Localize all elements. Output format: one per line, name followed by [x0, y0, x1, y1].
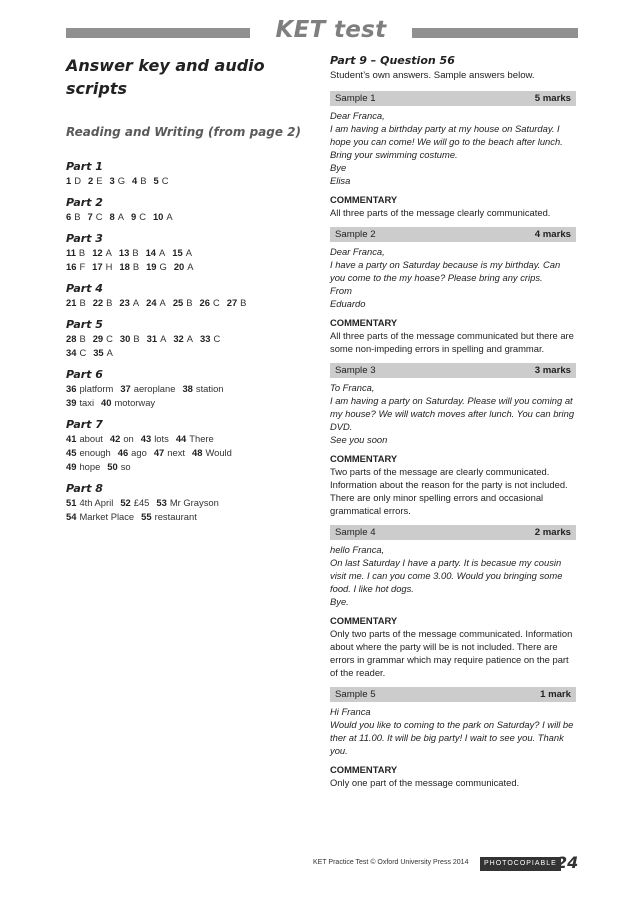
- answer-item: [119, 260, 139, 274]
- answer-item: [146, 246, 166, 260]
- answer-item: [66, 246, 85, 260]
- letter-line: Bye.: [330, 596, 349, 607]
- answer-part: [66, 282, 306, 310]
- answer-number: 25: [172, 297, 184, 308]
- answer-number: 40: [101, 397, 112, 408]
- answer-number: 42: [109, 433, 121, 444]
- answer-number: 31: [146, 333, 158, 344]
- answer-item: [66, 446, 111, 460]
- answer-item: [227, 296, 247, 310]
- answer-value: There: [189, 433, 214, 444]
- answer-value: about: [79, 433, 103, 444]
- sample-header-bar: [330, 525, 576, 540]
- answer-value: taxi: [79, 397, 95, 408]
- question-intro: Student’s own answers. Sample answers below.: [330, 70, 535, 81]
- answer-item: [153, 174, 168, 188]
- sample-marks: 4 marks: [534, 229, 571, 240]
- answer-value: platform: [79, 383, 114, 394]
- answer-number: 41: [66, 433, 77, 444]
- sample-letter: [330, 381, 576, 446]
- answer-value: B: [79, 333, 86, 344]
- commentary-text: All three parts of the message clearly communicated.: [330, 207, 551, 218]
- answer-value: enough: [79, 447, 111, 458]
- samples-list: [330, 91, 576, 789]
- answer-item: [141, 432, 169, 446]
- answer-number: 9: [130, 211, 137, 222]
- header-rule-left: [66, 28, 250, 38]
- answer-number: 24: [146, 297, 157, 308]
- answer-item: [120, 496, 149, 510]
- answer-item: [132, 174, 146, 188]
- answer-item: [66, 210, 80, 224]
- answer-part: [66, 232, 306, 274]
- answer-value: restaurant: [154, 511, 197, 522]
- answer-line: [66, 496, 306, 510]
- answer-value: lots: [154, 433, 169, 444]
- answer-number: 32: [173, 333, 184, 344]
- letter-line: On last Saturday I have a party. It is becasue my cousin visit me. I can you come 3.00. Would you bringing some food. I like hot dogs.: [330, 557, 563, 594]
- answer-line: [66, 510, 306, 524]
- sample-name: Sample 3: [335, 365, 376, 376]
- answer-value: B: [132, 247, 139, 258]
- answer-line: [66, 174, 306, 188]
- answer-line: [66, 260, 306, 274]
- commentary-label: COMMENTARY: [330, 764, 398, 775]
- answer-item: [88, 174, 102, 188]
- answer-item: [66, 496, 113, 510]
- main-title: [66, 54, 306, 100]
- answer-line: [66, 460, 306, 474]
- answer-value: H: [105, 261, 113, 272]
- answer-value: C: [212, 297, 220, 308]
- answer-value: B: [186, 297, 193, 308]
- part-title: Part 3: [66, 232, 103, 245]
- answer-value: G: [159, 261, 167, 272]
- answer-item: [110, 432, 134, 446]
- sample-answer: [330, 363, 576, 517]
- answer-item: [66, 346, 86, 360]
- sample-name: Sample 5: [335, 689, 376, 700]
- answer-value: hope: [79, 461, 101, 472]
- photocopiable-badge: PHOTOCOPIABLE: [480, 857, 561, 871]
- page-number: 24: [556, 853, 579, 872]
- answer-number: 29: [92, 333, 104, 344]
- answer-number: 51: [66, 497, 77, 508]
- answer-part: [66, 196, 306, 224]
- answer-number: 52: [120, 497, 131, 508]
- answer-number: 11: [66, 247, 76, 258]
- letter-line: Would you like to coming to the park on Saturday? I will be ther at 11.00. It will be big party! I wait to see you. Thank you.: [330, 719, 574, 756]
- letter-line: hello Franca,: [330, 544, 385, 555]
- answer-value: so: [120, 461, 131, 472]
- answer-number: 33: [200, 333, 211, 344]
- page-footer: [300, 853, 579, 874]
- main-title-line1: Answer key and audio: [66, 56, 265, 75]
- answer-value: C: [95, 211, 103, 222]
- answer-value: aeroplane: [133, 383, 176, 394]
- answer-value: E: [96, 175, 103, 186]
- answer-item: [141, 510, 197, 524]
- answer-item: [93, 296, 113, 310]
- answer-number: 16: [66, 261, 77, 272]
- commentary-label: COMMENTARY: [330, 194, 398, 205]
- answer-number: 45: [66, 447, 77, 458]
- answer-value: Mr Grayson: [169, 497, 219, 508]
- answer-value: 4th April: [79, 497, 114, 508]
- answer-part: [66, 160, 306, 188]
- answer-item: [118, 446, 147, 460]
- answer-number: 55: [141, 511, 152, 522]
- letter-line: Eduardo: [330, 298, 366, 309]
- answer-number: 12: [92, 247, 103, 258]
- answer-value: on: [123, 433, 134, 444]
- answer-item: [66, 260, 85, 274]
- answer-item: [109, 174, 125, 188]
- answer-line: [66, 346, 306, 360]
- answer-item: [173, 332, 193, 346]
- answer-number: 54: [66, 511, 77, 522]
- answer-number: 21: [66, 297, 77, 308]
- commentary-text: Only one part of the message communicated.: [330, 777, 520, 788]
- parts-list: [66, 160, 306, 524]
- sample-answer: [330, 91, 576, 219]
- answer-item: [182, 382, 223, 396]
- answer-value: Market Place: [79, 511, 135, 522]
- answer-value: D: [74, 175, 81, 186]
- part-title: Part 2: [66, 196, 103, 209]
- sample-answer: [330, 687, 576, 789]
- answer-item: [66, 460, 100, 474]
- answer-item: [131, 210, 146, 224]
- answer-item: [93, 332, 113, 346]
- answer-value: B: [79, 297, 86, 308]
- part-title: Part 4: [66, 282, 103, 295]
- answer-part: [66, 482, 306, 524]
- answer-number: 44: [175, 433, 187, 444]
- letter-line: Elisa: [330, 175, 351, 186]
- answer-value: C: [139, 211, 146, 222]
- sample-name: Sample 2: [335, 229, 376, 240]
- sample-letter: [330, 109, 576, 187]
- answer-line: [66, 446, 306, 460]
- answer-line: [66, 382, 306, 396]
- answer-number: 13: [118, 247, 130, 258]
- commentary-text: Only two parts of the message communicated. Information about where the party will be is not included. There are errors in grammar which may require patience on the part of the reader.: [330, 628, 573, 678]
- part-title: Part 8: [66, 482, 103, 495]
- answer-item: [156, 496, 218, 510]
- answer-value: B: [132, 261, 140, 272]
- answer-item: [153, 210, 173, 224]
- sample-marks: 1 mark: [540, 689, 571, 700]
- answer-value: B: [78, 247, 86, 258]
- answer-value: G: [117, 175, 125, 186]
- commentary-label: COMMENTARY: [330, 317, 398, 328]
- answer-number: 27: [226, 297, 238, 308]
- question-title: Part 9 – Question 56: [330, 54, 455, 67]
- answer-number: 14: [145, 247, 157, 258]
- footer-credit: KET Practice Test © Oxford University Press 2014: [313, 859, 469, 866]
- answer-number: 8: [109, 211, 115, 222]
- answer-line: [66, 332, 306, 346]
- answer-item: [172, 246, 192, 260]
- answer-item: [173, 296, 193, 310]
- answer-value: A: [166, 211, 173, 222]
- answer-number: 19: [146, 261, 157, 272]
- sample-name: Sample 1: [335, 93, 376, 104]
- answer-item: [109, 210, 123, 224]
- sample-letter: [330, 245, 576, 310]
- answer-number: 39: [66, 397, 77, 408]
- answer-value: A: [160, 333, 167, 344]
- answer-number: 10: [152, 211, 164, 222]
- sample-header-bar: [330, 91, 576, 106]
- answer-line: [66, 396, 306, 410]
- answer-item: [87, 210, 102, 224]
- part-title: Part 1: [66, 160, 103, 173]
- answer-number: 15: [172, 247, 183, 258]
- answer-number: 23: [119, 297, 130, 308]
- answer-number: 36: [66, 383, 77, 394]
- answer-item: [147, 332, 167, 346]
- answer-number: 34: [66, 347, 77, 358]
- answer-number: 53: [156, 497, 167, 508]
- answer-number: 46: [117, 447, 129, 458]
- answer-number: 47: [153, 447, 165, 458]
- answer-value: A: [132, 297, 140, 308]
- answer-value: Would: [205, 447, 232, 458]
- letter-line: Bye: [330, 162, 347, 173]
- answer-part: [66, 368, 306, 410]
- sample-marks: 2 marks: [534, 527, 571, 538]
- answer-item: [101, 396, 155, 410]
- header-rule-right: [412, 28, 578, 38]
- answer-number: 2: [88, 175, 94, 186]
- answer-item: [174, 260, 194, 274]
- answer-value: A: [186, 333, 194, 344]
- answer-number: 50: [107, 461, 118, 472]
- answer-part: [66, 318, 306, 360]
- answer-value: C: [213, 333, 221, 344]
- part-title: Part 5: [66, 318, 103, 331]
- answer-item: [92, 260, 112, 274]
- answer-value: A: [159, 247, 166, 258]
- answer-item: [192, 446, 232, 460]
- answer-number: 22: [92, 297, 104, 308]
- answer-item: [120, 382, 175, 396]
- answer-value: A: [106, 347, 113, 358]
- answer-item: [146, 260, 167, 274]
- letter-line: Dear Franca,: [330, 246, 385, 257]
- answer-item: [93, 346, 113, 360]
- answer-value: £45: [133, 497, 150, 508]
- answer-value: ago: [131, 447, 147, 458]
- answer-number: 26: [199, 297, 210, 308]
- section-title: Reading and Writing (from page 2): [66, 125, 302, 139]
- answer-item: [200, 296, 220, 310]
- answer-value: station: [195, 383, 224, 394]
- answer-value: motorway: [114, 397, 156, 408]
- main-title-line2: scripts: [66, 79, 128, 98]
- answer-number: 43: [140, 433, 152, 444]
- answer-line: [66, 432, 306, 446]
- answer-item: [154, 446, 185, 460]
- answer-part: [66, 418, 306, 474]
- answer-value: B: [240, 297, 247, 308]
- answer-number: 3: [109, 175, 115, 186]
- writing-samples-column: [330, 54, 576, 797]
- part-title: Part 7: [66, 418, 103, 431]
- answer-item: [120, 332, 140, 346]
- answer-item: [66, 396, 94, 410]
- answer-value: A: [117, 211, 124, 222]
- answer-value: B: [74, 211, 81, 222]
- answer-value: F: [79, 261, 86, 272]
- answer-value: B: [106, 297, 113, 308]
- sample-answer: [330, 227, 576, 355]
- sample-letter: [330, 543, 576, 608]
- answer-item: [146, 296, 166, 310]
- commentary-label: COMMENTARY: [330, 453, 398, 464]
- answer-number: 1: [66, 175, 72, 186]
- sample-marks: 3 marks: [534, 365, 571, 376]
- answer-number: 17: [92, 261, 103, 272]
- letter-line: Hi Franca: [330, 706, 371, 717]
- answer-line: [66, 296, 306, 310]
- answer-item: [119, 246, 139, 260]
- sample-name: Sample 4: [335, 527, 376, 538]
- answer-item: [66, 382, 113, 396]
- commentary-label: COMMENTARY: [330, 615, 398, 626]
- answer-number: 6: [66, 211, 72, 222]
- letter-line: I am having a party on Saturday. Please will you coming at my house? We will watch moves after lunch. You can bring DVD.: [330, 395, 575, 432]
- commentary-text: Two parts of the message are clearly communicated. Information about the reason for the party is not included. There are only minor spelling errors and occasional grammatical errors.: [330, 466, 568, 516]
- sample-marks: 5 marks: [534, 93, 571, 104]
- sample-header-bar: [330, 363, 576, 378]
- answer-number: 5: [153, 175, 159, 186]
- answer-item: [176, 432, 214, 446]
- answer-number: 38: [182, 383, 193, 394]
- letter-line: I have a party on Saturday because is my birthday. Can you come to the my hoase? Please bring any crips.: [330, 259, 561, 283]
- answer-value: A: [159, 297, 166, 308]
- answer-value: A: [185, 247, 192, 258]
- answer-number: 28: [66, 333, 77, 344]
- letter-line: Dear Franca,: [330, 110, 385, 121]
- answer-item: [66, 296, 86, 310]
- answer-number: 18: [119, 261, 130, 272]
- answer-key-column: [66, 54, 306, 532]
- answer-item: [66, 432, 103, 446]
- answer-number: 30: [119, 333, 131, 344]
- sample-answer: [330, 525, 576, 679]
- answer-item: [66, 332, 86, 346]
- letter-line: From: [330, 285, 352, 296]
- answer-value: A: [187, 261, 194, 272]
- answer-number: 20: [173, 261, 185, 272]
- answer-value: C: [106, 333, 113, 344]
- sample-letter: [330, 705, 576, 757]
- answer-value: B: [140, 175, 147, 186]
- answer-item: [119, 296, 139, 310]
- answer-item: [200, 332, 220, 346]
- part-title: Part 6: [66, 368, 103, 381]
- answer-value: next: [167, 447, 185, 458]
- sample-header-bar: [330, 227, 576, 242]
- answer-value: C: [161, 175, 169, 186]
- page-header-title: KET test: [275, 17, 387, 43]
- answer-value: A: [105, 247, 112, 258]
- answer-item: [66, 510, 134, 524]
- letter-line: I am having a birthday party at my house on Saturday. I hope you can come! We will go to the beach after lunch. Bring your swimming costume.: [330, 123, 563, 160]
- answer-number: 4: [132, 175, 138, 186]
- answer-number: 49: [66, 461, 77, 472]
- sample-header-bar: [330, 687, 576, 702]
- letter-line: See you soon: [330, 434, 388, 445]
- commentary-text: All three parts of the message communicated but there are some non-impeding errors in spelling and grammar.: [330, 330, 574, 354]
- answer-number: 37: [120, 383, 131, 394]
- letter-line: To Franca,: [330, 382, 375, 393]
- answer-item: [66, 174, 81, 188]
- answer-value: B: [133, 333, 140, 344]
- answer-line: [66, 246, 306, 260]
- answer-item: [92, 246, 112, 260]
- answer-value: C: [79, 347, 87, 358]
- answer-number: 35: [93, 347, 104, 358]
- answer-line: [66, 210, 306, 224]
- answer-number: 48: [192, 447, 203, 458]
- answer-number: 7: [87, 211, 93, 222]
- answer-item: [107, 460, 130, 474]
